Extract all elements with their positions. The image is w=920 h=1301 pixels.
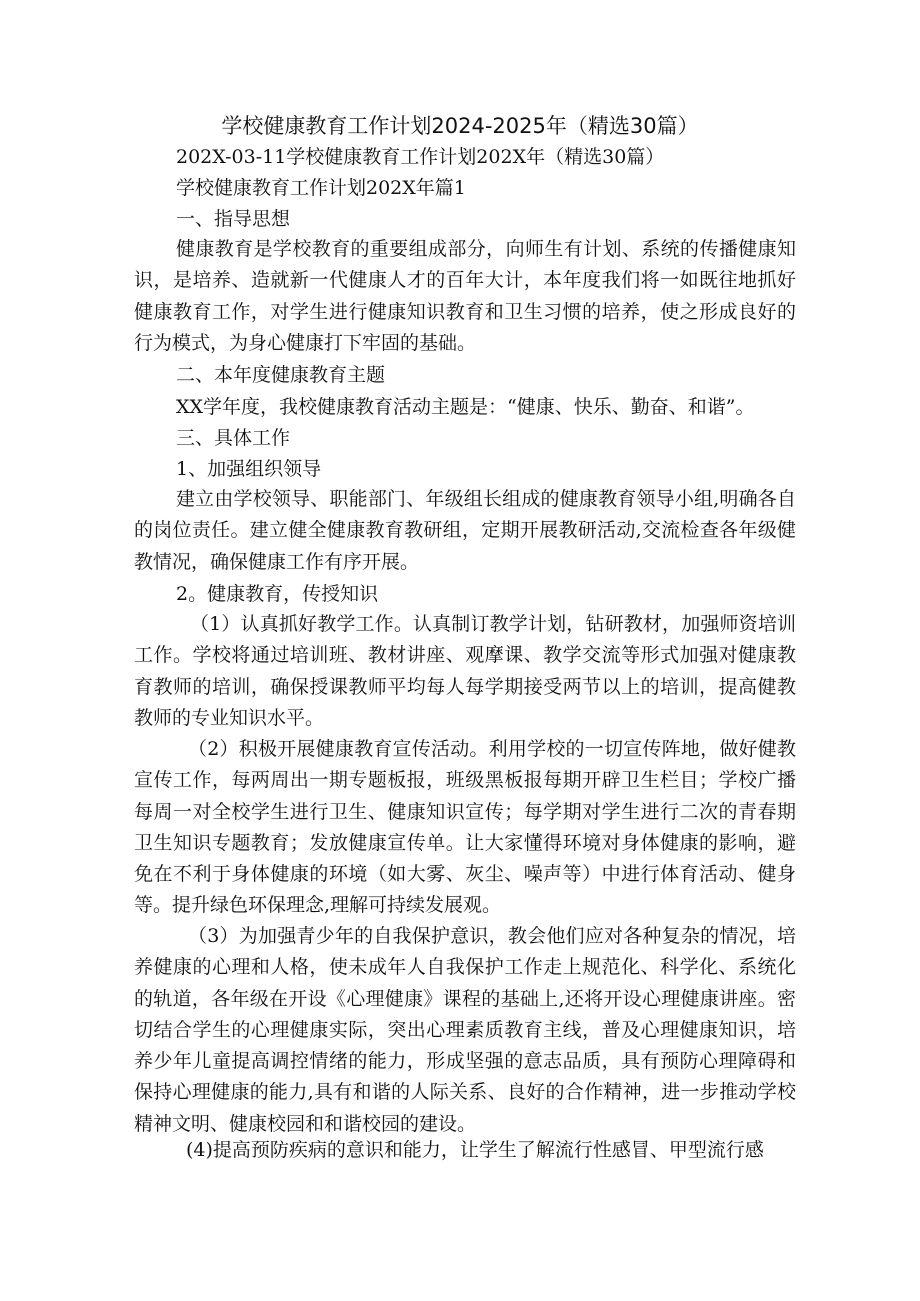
subitem-paragraph-1: （1）认真抓好教学工作。认真制订教学计划，钻研教材，加强师资培训工作。学校将通过培训班、教材讲座、观摩课、教学交流等形式加强对健康教育教师的培训，确保授课教师平均每人每学期接受两节以上的培训，提高健教教师的专业知识水平。: [134, 613, 796, 729]
document-title: 学校健康教育工作计划2024-2025年（精选30篇）: [221, 114, 699, 138]
item-paragraph-organization: 建立由学校领导、职能部门、年级组长组成的健康教育领导小组,明确各自的岗位责任。建立健全健康教育教研组，定期开展教研活动,交流检查各年级健教情况，确保健康工作有序开展。: [134, 488, 796, 573]
subitem-paragraph-3: （3）为加强青少年的自我保护意识，教会他们应对各种复杂的情况，培养健康的心理和人格，使未成年人自我保护工作走上规范化、科学化、系统化的轨道，各年级在开设《心理健康》课程的基础上,还将开设心理健康讲座。密切结合学生的心理健康实际，突出心理素质教育主线，普及心理健康知识，培养少年儿童提高调控情绪的能力，形成坚强的意志品质，具有预防心理障碍和保持心理健康的能力,具有和谐的人际关系、良好的合作精神，进一步推动学校精神文明、健康校园和和谐校园的建设。: [134, 925, 796, 1135]
subitem-paragraph-2: （2）积极开展健康教育宣传活动。利用学校的一切宣传阵地，做好健教宣传工作，每两周出一期专题板报，班级黑板报每期开辟卫生栏目；学校广播每周一对全校学生进行卫生、健康知识宣传；每学期对学生进行二次的青春期卫生知识专题教育；发放健康宣传单。让大家懂得环境对身体健康的影响，避免在不利于身体健康的环境（如大雾、灰尘、噪声等）中进行体育活动、健身等。提升绿色环保理念,理解可持续发展观。: [134, 738, 796, 917]
section-heading-guiding-thought: 一、指导思想: [176, 208, 291, 230]
section-paragraph-theme: XX学年度，我校健康教育活动主题是：“健康、快乐、勤奋、和谐”。: [176, 396, 755, 418]
document-subtitle: 学校健康教育工作计划202X年篇1: [176, 177, 466, 199]
section-paragraph-guiding-thought: 健康教育是学校教育的重要组成部分，向师生有计划、系统的传播健康知识，是培养、造就新一代健康人才的百年大计，本年度我们将一如既往地抓好健康教育工作，对学生进行健康知识教育和卫生习惯的培养，使之形成良好的行为模式，为身心健康打下牢固的基础。: [134, 238, 796, 354]
item-heading-health-education: 2。健康教育，传授知识: [176, 583, 379, 605]
section-heading-theme: 二、本年度健康教育主题: [176, 364, 386, 386]
item-heading-organization: 1、加强组织领导: [176, 458, 322, 480]
section-heading-specific-work: 三、具体工作: [176, 427, 291, 449]
subitem-paragraph-4: (4)提高预防疾病的意识和能力，让学生了解流行性感冒、甲型流行感: [186, 1139, 764, 1161]
date-line: 202X-03-11学校健康教育工作计划202X年（精选30篇）: [176, 146, 665, 168]
